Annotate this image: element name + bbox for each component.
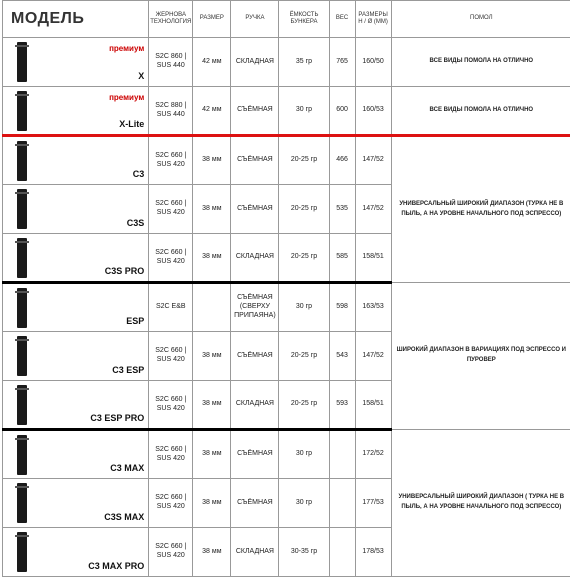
model-name: ESP <box>126 317 144 327</box>
capacity-cell: 30 гр <box>279 479 329 528</box>
model-cell <box>3 479 149 528</box>
tech-cell: S2C 660 | SUS 420 <box>149 185 193 234</box>
size-cell: 38 мм <box>193 430 231 479</box>
dims-cell: 147/52 <box>355 136 391 185</box>
capacity-cell: 20-25 гр <box>279 136 329 185</box>
handle-cell: СЪЁМНАЯ <box>231 87 279 136</box>
weight-cell: 585 <box>329 234 355 283</box>
table-row <box>3 430 570 479</box>
grinder-image <box>17 189 27 229</box>
weight-cell: 543 <box>329 332 355 381</box>
grind-cell: ВСЕ ВИДЫ ПОМОЛА НА ОТЛИЧНО <box>391 38 570 87</box>
capacity-cell: 30-35 гр <box>279 528 329 577</box>
model-name: X <box>138 72 144 82</box>
size-cell: 38 мм <box>193 185 231 234</box>
model-name: C3 MAX PRO <box>88 562 144 572</box>
size-cell: 42 мм <box>193 87 231 136</box>
handle-cell: СКЛАДНАЯ <box>231 38 279 87</box>
model-cell <box>3 430 149 479</box>
tech-cell: S2C 880 | SUS 440 <box>149 87 193 136</box>
table-header <box>3 1 570 38</box>
handle-cell: СЪЁМНАЯ <box>231 430 279 479</box>
header-dims: РАЗМЕРЫ Н / Ø (ММ) <box>355 1 391 38</box>
grinder-image <box>17 483 27 523</box>
tech-cell: S2C 660 | SUS 420 <box>149 381 193 430</box>
model-cell <box>3 185 149 234</box>
model-name: C3S MAX <box>104 513 144 523</box>
weight-cell <box>329 528 355 577</box>
size-cell: 38 мм <box>193 528 231 577</box>
model-cell <box>3 283 149 332</box>
weight-cell: 466 <box>329 136 355 185</box>
grinder-image <box>17 435 27 475</box>
size-cell: 38 мм <box>193 332 231 381</box>
tech-cell: S2C 660 | SUS 420 <box>149 430 193 479</box>
capacity-cell: 20-25 гр <box>279 185 329 234</box>
capacity-cell: 30 гр <box>279 283 329 332</box>
tech-cell: S2C 660 | SUS 420 <box>149 234 193 283</box>
size-cell: 38 мм <box>193 234 231 283</box>
capacity-cell: 20-25 гр <box>279 381 329 430</box>
grind-cell: УНИВЕРСАЛЬНЫЙ ШИРОКИЙ ДИАПАЗОН (ТУРКА НЕ В ПЫЛЬ, А НА УРОВНЕ НАЧАЛЬНОГО ПОД ЭСПРЕССО) <box>391 136 570 283</box>
capacity-cell: 20-25 гр <box>279 234 329 283</box>
model-name: C3 ESP <box>112 366 144 376</box>
dims-cell: 163/53 <box>355 283 391 332</box>
model-cell <box>3 234 149 283</box>
header-handle: РУЧКА <box>231 1 279 38</box>
dims-cell: 177/53 <box>355 479 391 528</box>
tech-cell: S2C 660 | SUS 420 <box>149 332 193 381</box>
dims-cell: 172/52 <box>355 430 391 479</box>
model-name: C3 <box>133 170 145 180</box>
table-row <box>3 87 570 136</box>
size-cell: 42 мм <box>193 38 231 87</box>
grinder-image <box>17 385 27 425</box>
weight-cell: 535 <box>329 185 355 234</box>
dims-cell: 158/51 <box>355 234 391 283</box>
size-cell: 38 мм <box>193 136 231 185</box>
grind-cell: УНИВЕРСАЛЬНЫЙ ШИРОКИЙ ДИАПАЗОН ( ТУРКА НЕ В ПЫЛЬ, А НА УРОВНЕ НАЧАЛЬНОГО ПОД ЭСПРЕССО) <box>391 430 570 577</box>
dims-cell: 160/50 <box>355 38 391 87</box>
grinder-image <box>17 288 27 328</box>
size-cell: 38 мм <box>193 479 231 528</box>
handle-cell: СЪЁМНАЯ (СВЕРХУ ПРИПАЯНА) <box>231 283 279 332</box>
tech-cell: S2C E&B <box>149 283 193 332</box>
weight-cell <box>329 479 355 528</box>
weight-cell: 593 <box>329 381 355 430</box>
header-size: РАЗМЕР <box>193 1 231 38</box>
header-weight: ВЕС <box>329 1 355 38</box>
header-grind: ПОМОЛ <box>391 1 570 38</box>
handle-cell: СКЛАДНАЯ <box>231 528 279 577</box>
premium-badge: премиум <box>109 93 144 103</box>
grinder-image <box>17 91 27 131</box>
model-cell <box>3 381 149 430</box>
handle-cell: СКЛАДНАЯ <box>231 381 279 430</box>
model-cell <box>3 332 149 381</box>
handle-cell: СЪЁМНАЯ <box>231 136 279 185</box>
grind-cell: ВСЕ ВИДЫ ПОМОЛА НА ОТЛИЧНО <box>391 87 570 136</box>
dims-cell: 147/52 <box>355 185 391 234</box>
handle-cell: СЪЁМНАЯ <box>231 185 279 234</box>
grind-cell: ШИРОКИЙ ДИАПАЗОН В ВАРИАЦИЯХ ПОД ЭСПРЕССО И ПУРОВЕР <box>391 283 570 430</box>
model-cell <box>3 528 149 577</box>
table-row <box>3 136 570 185</box>
dims-cell: 160/53 <box>355 87 391 136</box>
size-cell: 38 мм <box>193 381 231 430</box>
grinder-comparison-table <box>2 0 570 577</box>
header-tech: ЖЕРНОВА ТЕХНОЛОГИЯ <box>149 1 193 38</box>
capacity-cell: 30 гр <box>279 87 329 136</box>
grinder-image <box>17 141 27 181</box>
capacity-cell: 35 гр <box>279 38 329 87</box>
grinder-image <box>17 532 27 572</box>
tech-cell: S2C 660 | SUS 420 <box>149 136 193 185</box>
handle-cell: СКЛАДНАЯ <box>231 234 279 283</box>
model-name: C3 ESP PRO <box>90 414 144 424</box>
tech-cell: S2C 860 | SUS 440 <box>149 38 193 87</box>
model-name: C3 MAX <box>110 464 144 474</box>
dims-cell: 147/52 <box>355 332 391 381</box>
weight-cell: 765 <box>329 38 355 87</box>
weight-cell: 600 <box>329 87 355 136</box>
table-row <box>3 283 570 332</box>
header-model: МОДЕЛЬ <box>3 1 149 38</box>
grinder-image <box>17 42 27 82</box>
tech-cell: S2C 660 | SUS 420 <box>149 528 193 577</box>
premium-badge: премиум <box>109 44 144 54</box>
dims-cell: 158/51 <box>355 381 391 430</box>
size-cell <box>193 283 231 332</box>
handle-cell: СЪЁМНАЯ <box>231 479 279 528</box>
tech-cell: S2C 660 | SUS 420 <box>149 479 193 528</box>
weight-cell: 598 <box>329 283 355 332</box>
table-row <box>3 38 570 87</box>
model-cell <box>3 38 149 87</box>
model-cell <box>3 136 149 185</box>
model-name: C3S PRO <box>105 267 145 277</box>
capacity-cell: 20-25 гр <box>279 332 329 381</box>
header-capacity: ЁМКОСТЬ БУНКЕРА <box>279 1 329 38</box>
model-name: X-Lite <box>119 120 144 130</box>
model-name: C3S <box>127 219 145 229</box>
handle-cell: СЪЁМНАЯ <box>231 332 279 381</box>
grinder-image <box>17 336 27 376</box>
dims-cell: 178/53 <box>355 528 391 577</box>
weight-cell <box>329 430 355 479</box>
capacity-cell: 30 гр <box>279 430 329 479</box>
model-cell <box>3 87 149 136</box>
grinder-image <box>17 238 27 278</box>
